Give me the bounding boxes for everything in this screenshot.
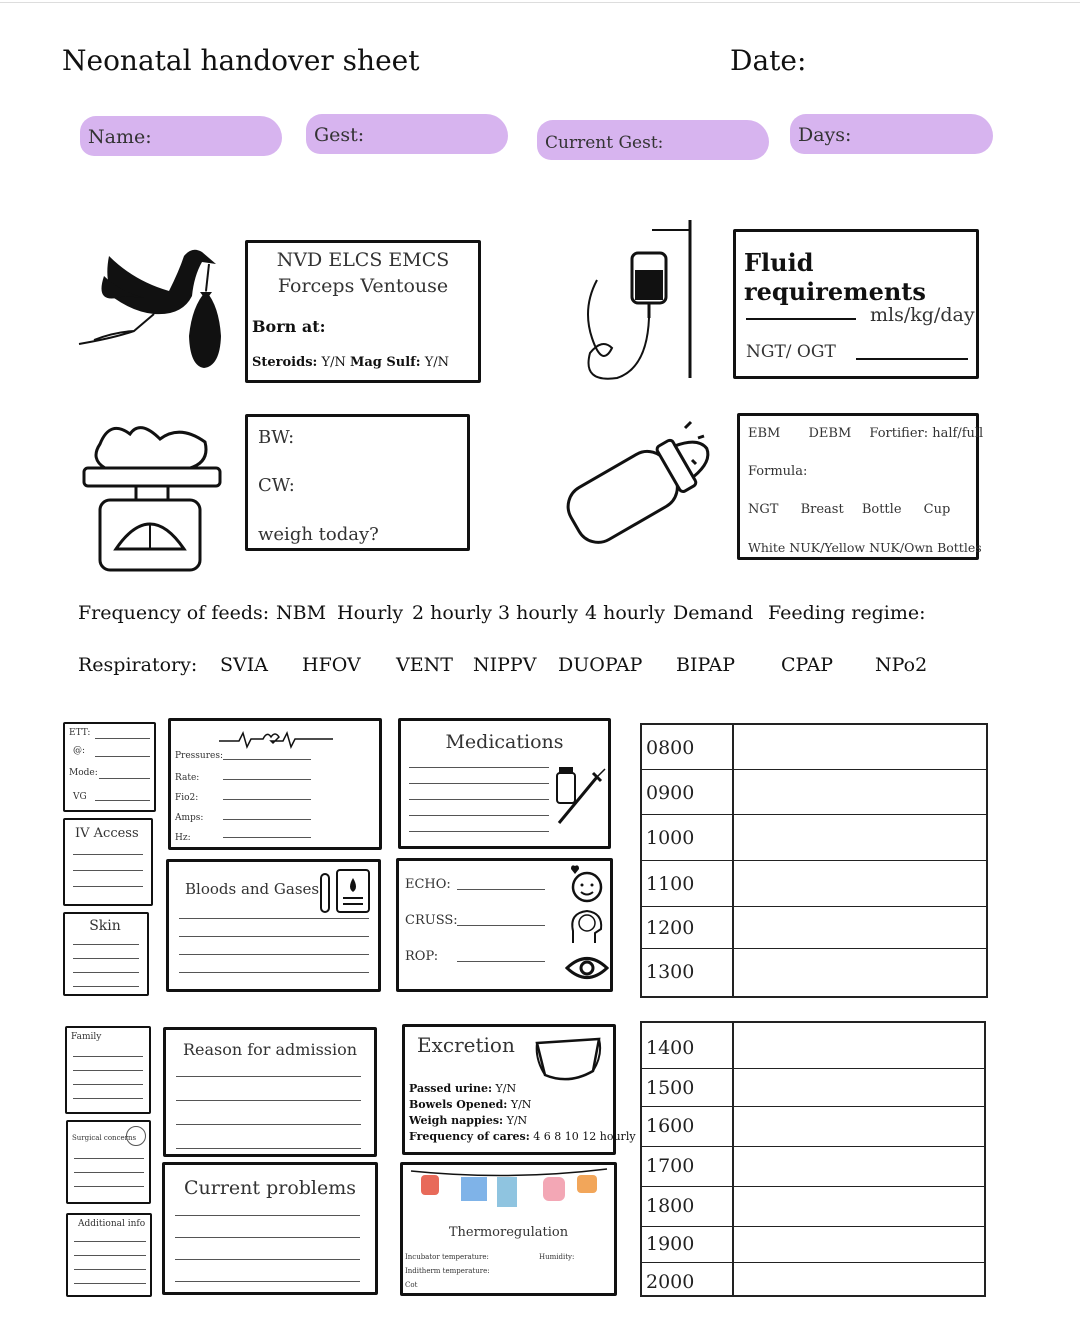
excretion-box <box>402 1024 636 1155</box>
excretion-title: Excretion <box>417 1033 515 1057</box>
amps-line[interactable] <box>223 819 311 820</box>
pressures-label: Pressures: <box>175 751 223 761</box>
skin-line-2[interactable] <box>73 958 139 959</box>
passed-urine-row[interactable] <box>409 1081 636 1097</box>
skin-line-4[interactable] <box>73 986 139 987</box>
med-line-4[interactable] <box>409 815 549 816</box>
thermoregulation-box <box>400 1162 617 1296</box>
fluid-box <box>733 229 979 379</box>
reason-title: Reason for admission <box>182 1040 358 1059</box>
page-title: Neonatal handover sheet <box>62 44 420 77</box>
iv-access-box <box>63 818 153 906</box>
vg-line[interactable] <box>95 800 150 801</box>
table-row[interactable] <box>642 1147 984 1187</box>
time-label: 1500 <box>646 1077 695 1099</box>
nappies-label: Weigh nappies: <box>409 1114 504 1127</box>
milk-types <box>748 426 983 441</box>
heartbeat-icon <box>219 729 333 751</box>
rate-line[interactable] <box>223 779 311 780</box>
bowels-row[interactable] <box>409 1097 636 1113</box>
reason-line-4[interactable] <box>176 1148 361 1149</box>
weight-box <box>245 414 470 551</box>
steroids-magsulf <box>252 355 449 370</box>
clothesline-icon <box>409 1165 609 1215</box>
baby-scale-icon <box>80 414 224 574</box>
thermo-title: Thermoregulation <box>448 1225 569 1240</box>
feed-option-nbm[interactable]: NBM <box>276 602 327 624</box>
reason-line-1[interactable] <box>176 1076 361 1077</box>
family-line-1[interactable] <box>73 1056 143 1057</box>
time-label: 1000 <box>646 827 695 849</box>
family-line-3[interactable] <box>73 1084 143 1085</box>
time-label: 1900 <box>646 1233 695 1255</box>
feed-option-hourly[interactable]: Hourly <box>337 602 404 624</box>
at-line[interactable] <box>95 756 150 757</box>
echo-line[interactable] <box>457 889 545 890</box>
problems-line-3[interactable] <box>175 1259 360 1260</box>
med-line-5[interactable] <box>409 831 549 832</box>
bowels-label: Bowels Opened: <box>409 1098 508 1111</box>
additional-box <box>66 1213 152 1297</box>
resp-option-vent[interactable]: VENT <box>396 654 453 676</box>
time-label: 1100 <box>646 873 695 895</box>
time-table-bottom <box>640 1021 986 1297</box>
formula-label[interactable]: Formula: <box>748 464 808 479</box>
reason-line-3[interactable] <box>176 1124 361 1125</box>
route-cup[interactable]: Cup <box>923 502 951 517</box>
bloods-line-2[interactable] <box>179 936 369 937</box>
incubator-temp-label[interactable]: Incubator temperature: <box>405 1253 489 1261</box>
ngt-ogt-label: NGT/ OGT <box>746 342 836 362</box>
route-breast[interactable]: Breast <box>800 502 844 517</box>
bottle-types[interactable]: White NUK/Yellow NUK/Own Bottles <box>748 540 982 555</box>
time-label: 1200 <box>646 917 695 939</box>
name-field[interactable]: Name: <box>80 116 282 156</box>
surgical-title: Surgical concerns <box>72 1134 137 1142</box>
time-label: 1800 <box>646 1195 695 1217</box>
surgical-line-2[interactable] <box>74 1172 144 1173</box>
current-problems-box <box>162 1162 378 1295</box>
bloods-line-1[interactable] <box>179 918 369 919</box>
resp-option-hfov[interactable]: HFOV <box>302 654 361 676</box>
resp-option-nippv[interactable]: NIPPV <box>473 654 537 676</box>
vg-label: VG <box>73 792 87 802</box>
med-line-2[interactable] <box>409 783 549 784</box>
delivery-instruments: Forceps Ventouse <box>277 275 449 297</box>
additional-line-1[interactable] <box>74 1241 146 1242</box>
born-at-label[interactable]: Born at: <box>252 317 326 336</box>
feeding-box <box>737 413 984 560</box>
feed-option-demand[interactable]: Demand <box>673 602 754 624</box>
med-line-3[interactable] <box>409 799 549 800</box>
surgical-box <box>66 1120 151 1204</box>
problems-line-1[interactable] <box>175 1215 360 1216</box>
feeding-routes <box>748 502 950 517</box>
table-row[interactable] <box>642 815 986 861</box>
humidity-label[interactable]: Humidity: <box>539 1253 575 1261</box>
echo-label: ECHO: <box>405 877 451 892</box>
stork-icon <box>74 236 224 376</box>
cares-row[interactable] <box>409 1129 636 1145</box>
bloods-title: Bloods and Gases <box>185 880 320 898</box>
fio2-line[interactable] <box>223 799 311 800</box>
iv-line-3[interactable] <box>73 886 143 887</box>
iv-line-1[interactable] <box>73 854 143 855</box>
feed-option-2hourly[interactable]: 2 hourly <box>412 602 492 624</box>
nappy-icon <box>533 1035 603 1087</box>
mode-label: Mode: <box>69 768 98 778</box>
reason-admission-box <box>163 1027 377 1157</box>
steroids-value[interactable]: Y/N <box>321 355 346 370</box>
weigh-today-label[interactable]: weigh today? <box>258 524 379 545</box>
problems-line-4[interactable] <box>175 1281 360 1282</box>
reason-line-2[interactable] <box>176 1100 361 1101</box>
time-label: 0900 <box>646 782 695 804</box>
debm-option[interactable]: DEBM <box>808 426 852 441</box>
table-row[interactable] <box>642 861 986 907</box>
fio2-label: Fio2: <box>175 793 199 803</box>
problems-title: Current problems <box>183 1177 357 1199</box>
resp-option-npo2[interactable]: NPo2 <box>875 654 928 676</box>
route-bottle[interactable]: Bottle <box>861 502 902 517</box>
feed-option-4hourly[interactable]: 4 hourly <box>585 602 665 624</box>
cot-label[interactable]: Cot <box>405 1281 418 1289</box>
bw-label[interactable]: BW: <box>258 427 295 448</box>
bottle-icon <box>540 412 716 548</box>
at-label: @: <box>73 746 86 756</box>
time-label: 1400 <box>646 1037 695 1059</box>
table-row[interactable] <box>642 1263 984 1295</box>
passed-urine-value: Y/N <box>495 1082 517 1095</box>
days-field[interactable]: Days: <box>790 114 993 154</box>
additional-title: Additional info <box>78 1219 146 1229</box>
delivery-box <box>245 240 481 383</box>
skin-box <box>63 912 149 996</box>
top-divider <box>0 2 1080 3</box>
problems-line-2[interactable] <box>175 1237 360 1238</box>
syringe-icon <box>549 765 607 825</box>
feeding-regime-label[interactable]: Feeding regime: <box>768 602 926 624</box>
eye-icon <box>565 953 609 983</box>
additional-line-2[interactable] <box>74 1255 146 1256</box>
table-row[interactable] <box>642 725 986 770</box>
table-row[interactable] <box>642 1069 984 1107</box>
gest-field[interactable]: Gest: <box>306 114 508 154</box>
medications-box <box>398 718 611 849</box>
cruss-label: CRUSS: <box>405 913 458 928</box>
bloods-gases-box <box>166 859 381 992</box>
rate-label: Rate: <box>175 773 200 783</box>
magsulf-label: Mag Sulf: <box>349 355 421 370</box>
magsulf-value[interactable]: Y/N <box>424 355 450 370</box>
hz-label: Hz: <box>175 833 191 843</box>
table-row[interactable] <box>642 949 986 996</box>
amps-label: Amps: <box>175 813 204 823</box>
ett-box <box>63 722 156 812</box>
additional-line-4[interactable] <box>74 1283 146 1284</box>
delivery-methods: NVD ELCS EMCS <box>276 249 450 271</box>
date-label[interactable]: Date: <box>730 44 807 77</box>
table-row[interactable] <box>642 1023 984 1069</box>
skin-title: Skin <box>89 918 121 934</box>
time-label: 1600 <box>646 1115 695 1137</box>
bowels-value: Y/N <box>510 1098 532 1111</box>
family-title: Family <box>71 1032 102 1042</box>
skin-line-3[interactable] <box>73 972 139 973</box>
time-label: 2000 <box>646 1271 695 1293</box>
skin-line-1[interactable] <box>73 944 139 945</box>
iv-drip-icon <box>572 218 697 388</box>
vent-settings-box <box>168 718 382 850</box>
current-gest-field[interactable]: Current Gest: <box>537 120 769 160</box>
fluid-unit: mls/kg/day <box>870 304 975 326</box>
brain-icon <box>567 907 607 947</box>
fluid-title: Fluid requirements <box>744 248 926 306</box>
mode-line[interactable] <box>99 778 150 779</box>
iv-access-title: IV Access <box>75 826 139 841</box>
baby-heart-icon <box>565 863 609 903</box>
family-line-4[interactable] <box>73 1098 143 1099</box>
rop-label: ROP: <box>405 949 439 964</box>
family-box <box>65 1026 151 1114</box>
blood-test-icon <box>319 866 373 916</box>
bloods-line-4[interactable] <box>179 972 369 973</box>
ett-line[interactable] <box>95 738 150 739</box>
med-line-1[interactable] <box>409 767 549 768</box>
feeds-label: Frequency of feeds: <box>78 602 270 624</box>
table-row[interactable] <box>642 1187 984 1227</box>
medications-title: Medications <box>445 731 564 753</box>
table-row[interactable] <box>642 907 986 949</box>
cares-value: 4 6 8 10 12 hourly <box>533 1130 636 1143</box>
cruss-line[interactable] <box>457 925 545 926</box>
nappies-row[interactable] <box>409 1113 636 1129</box>
cw-label[interactable]: CW: <box>258 475 295 496</box>
hz-line[interactable] <box>223 837 311 838</box>
route-ngt[interactable]: NGT <box>748 502 779 517</box>
scans-box <box>396 858 613 992</box>
nappies-value: Y/N <box>506 1114 528 1127</box>
iv-line-2[interactable] <box>73 870 143 871</box>
respiratory-label: Respiratory: <box>78 654 198 676</box>
ett-label: ETT: <box>69 728 91 738</box>
time-label: 1700 <box>646 1155 695 1177</box>
inditherm-temp-label[interactable]: Inditherm temperature: <box>405 1267 490 1275</box>
resp-option-duopap[interactable]: DUOPAP <box>558 654 643 676</box>
surgical-line-3[interactable] <box>74 1186 144 1187</box>
fortifier-option[interactable]: Fortifier: half/full <box>869 426 984 441</box>
resp-option-svia[interactable]: SVIA <box>220 654 268 676</box>
pressures-line[interactable] <box>223 759 311 760</box>
table-row[interactable] <box>642 770 986 815</box>
table-row[interactable] <box>642 1107 984 1147</box>
resp-option-cpap[interactable]: CPAP <box>781 654 834 676</box>
ebm-option[interactable]: EBM <box>748 426 781 441</box>
surgical-icon <box>126 1126 146 1146</box>
surgical-line-1[interactable] <box>74 1158 144 1159</box>
resp-option-bipap[interactable]: BIPAP <box>676 654 736 676</box>
time-label: 0800 <box>646 737 695 759</box>
family-line-2[interactable] <box>73 1070 143 1071</box>
time-table-top <box>640 723 988 998</box>
additional-line-3[interactable] <box>74 1269 146 1270</box>
fluid-volume-line[interactable] <box>746 318 856 320</box>
table-row[interactable] <box>642 1227 984 1263</box>
rop-line[interactable] <box>457 961 545 962</box>
bloods-line-3[interactable] <box>179 954 369 955</box>
feed-option-3hourly[interactable]: 3 hourly <box>498 602 578 624</box>
time-label: 1300 <box>646 961 695 983</box>
ngt-ogt-line[interactable] <box>856 358 968 360</box>
passed-urine-label: Passed urine: <box>409 1082 493 1095</box>
cares-label: Frequency of cares: <box>409 1130 530 1143</box>
steroids-label: Steroids: <box>252 355 318 370</box>
excretion-details <box>409 1081 636 1145</box>
